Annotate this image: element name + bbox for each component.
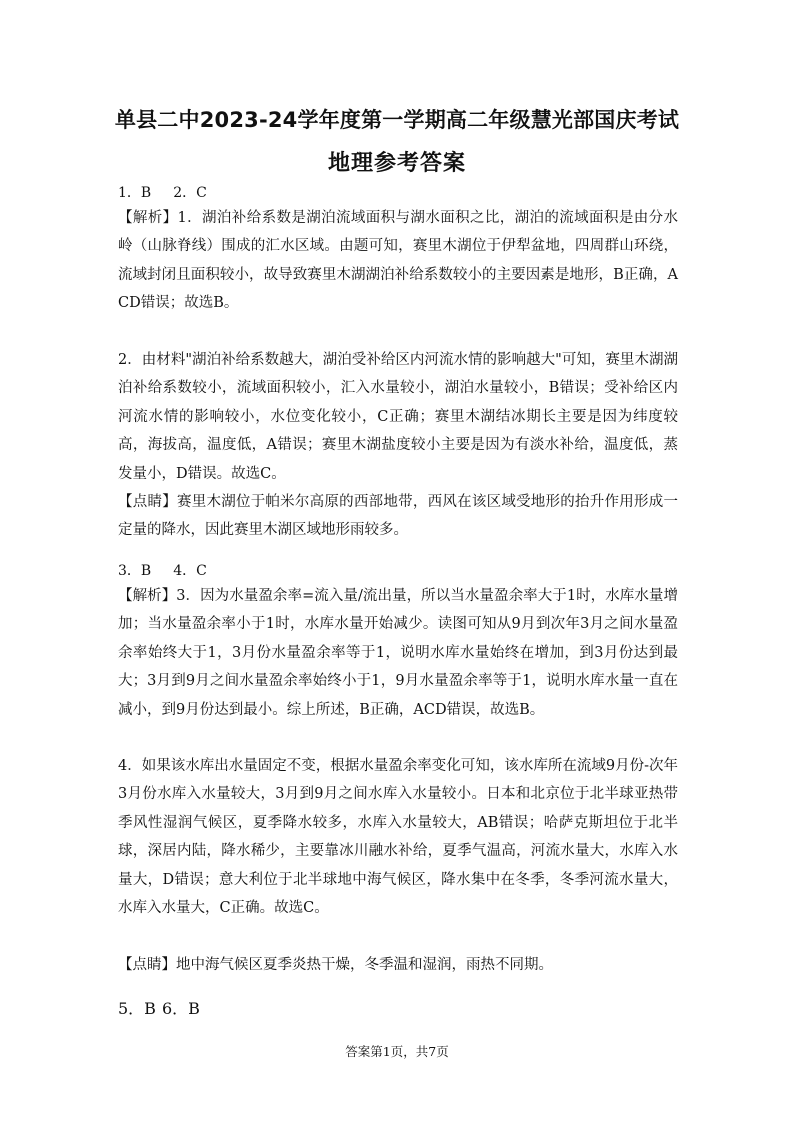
answer-row-5-6	[118, 999, 206, 1019]
page-footer: 答案第1页，共7页	[345, 1044, 449, 1059]
answer-key-title: 地理参考答案	[327, 151, 466, 176]
answer-row-3-4	[118, 561, 229, 581]
answer-q3: 3．B	[118, 563, 152, 579]
analysis-q1: 【解析】1．湖泊补给系数是湖泊流域面积与湖水面积之比，湖泊的流域面积是由分水岭（山脉脊线）围成的汇水区域。由题可知，赛里木湖位于伊犁盆地，四周群山环绕，流域封闭且面积较小，故导致赛里木湖湖泊补给系数较小的主要因素是地形，B正确，ACD错误；故选B。	[118, 210, 678, 312]
answer-row-1-2	[118, 183, 229, 203]
answer-q2: 2．C	[173, 185, 207, 201]
answer-q1: 1．B	[118, 185, 152, 201]
tip-q3-q4: 【点睛】地中海气候区夏季炎热干燥，冬季温和湿润，雨热不同期。	[118, 957, 553, 973]
analysis-q3: 【解析】3．因为水量盈余率=流入量/流出量，所以当水量盈余率大于1时，水库水量增加；当水量盈余率小于1时，水库水量开始减少。读图可知从9月到次年3月之间水量盈余率始终大于1，3月份水量盈余率等于1，说明水库水量始终在增加，到3月份达到最大；3月到9月之间水量盈余率始终小于1，9月水量盈余率等于1，说明水库水量一直在减小，到9月份达到最小。综上所述，B正确，ACD错误，故选B。	[118, 588, 678, 718]
analysis-q2: 2．由材料"湖泊补给系数越大，湖泊受补给区内河流水情的影响越大"可知，赛里木湖湖泊补给系数较小，流域面积较小，汇入水量较小，湖泊水量较小，B错误；受补给区内河流水情的影响较小，水位变化较小，C正确；赛里木湖结冰期长主要是因为纬度较高，海拔高，温度低，A错误；赛里木湖盐度较小主要是因为有淡水补给，温度低，蒸发量小，D错误。故选C。	[118, 352, 678, 482]
analysis-q4: 4．如果该水库出水量固定不变，根据水量盈余率变化可知，该水库所在流域9月份-次年3月份水库入水量较大，3月到9月之间水库入水量较小。日本和北京位于北半球亚热带季风性湿润气候区，夏季降水较多，水库入水量较大，AB错误；哈萨克斯坦位于北半球，深居内陆，降水稀少，主要靠冰川融水补给，夏季气温高，河流水量大，水库入水量大，D错误；意大利位于北半球地中海气候区，降水集中在冬季，冬季河流水量大，水库入水量大，C正确。故选C。	[118, 758, 678, 917]
answer-q6: 6．B	[161, 999, 200, 1018]
exam-title: 单县二中2023-24学年度第一学期高二年级慧光部国庆考试	[114, 108, 680, 132]
answer-q5: 5．B	[118, 999, 156, 1018]
answer-q4: 4．C	[173, 563, 207, 579]
tip-q1-q2: 【点睛】赛里木湖位于帕米尔高原的西部地带，西风在该区域受地形的抬升作用形成一定量的降水，因此赛里木湖区域地形雨较多。	[118, 494, 678, 539]
